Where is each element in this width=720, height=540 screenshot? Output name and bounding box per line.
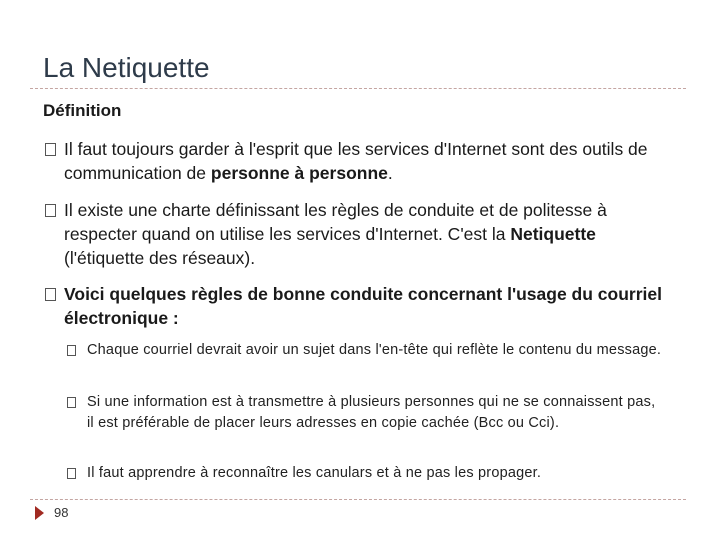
sub-bullet-text: Chaque courriel devrait avoir un sujet dans l'en-tête qui reflète le contenu du message. [87, 342, 662, 358]
slide-title: La Netiquette [43, 52, 210, 83]
title-divider [30, 88, 686, 89]
bullet-item [45, 137, 675, 185]
sub-bullet-text: Si une information est à transmettre à plusieurs personnes qui ne se connaissent pas, il est préférable de placer leurs adresses en copie cachée (Bcc ou Cci). [87, 394, 656, 431]
bullet-text: Il existe une charte définissant les règles de conduite et de politesse à respecter quand on utilise les services d'Internet. C'est la Netiquette (l'étiquette des réseaux). [64, 200, 607, 268]
sub-bullet-item [67, 463, 672, 484]
sub-bullet-item [67, 340, 672, 361]
bullet-text: Voici quelques règles de bonne conduite concernant l'usage du courriel électronique : [64, 284, 662, 328]
square-bullet-icon [67, 345, 76, 356]
square-bullet-icon [45, 288, 56, 301]
page-number: 98 [54, 505, 69, 520]
square-bullet-icon [67, 468, 76, 479]
bullet-text: Il faut toujours garder à l'esprit que les services d'Internet sont des outils de communication de personne à personne. [64, 139, 648, 183]
bullet-item [45, 282, 670, 330]
sub-bullet-item [67, 392, 662, 434]
square-bullet-icon [67, 397, 76, 408]
footer-arrow-icon [35, 506, 44, 520]
sub-bullet-text: Il faut apprendre à reconnaître les canulars et à ne pas les propager. [87, 465, 542, 481]
square-bullet-icon [45, 143, 56, 156]
bullet-item [45, 198, 675, 270]
footer-divider [30, 499, 686, 500]
square-bullet-icon [45, 204, 56, 217]
section-subtitle: Définition [43, 101, 122, 120]
